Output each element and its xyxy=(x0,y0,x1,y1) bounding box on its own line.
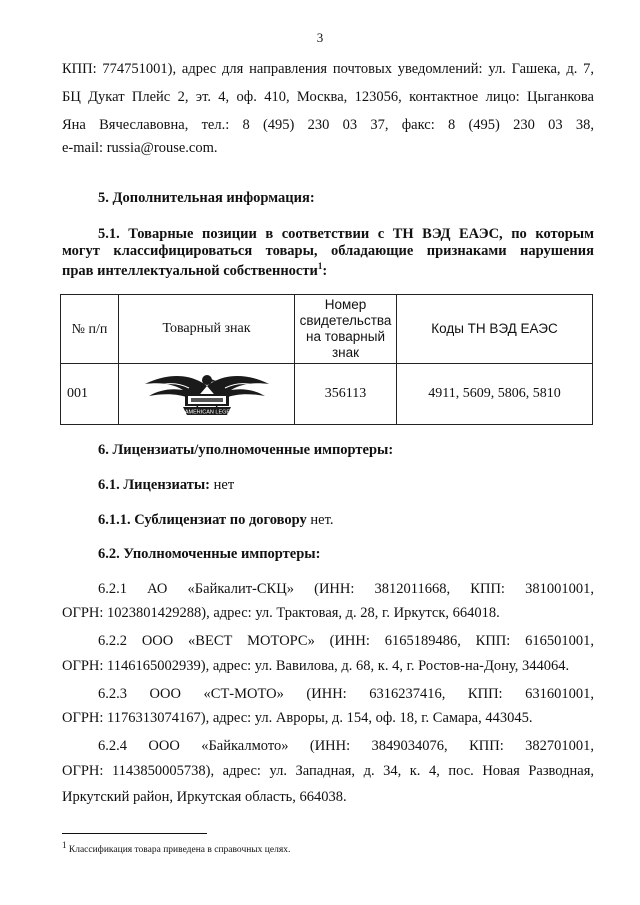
logo-text: AN AMERICAN LEGEND xyxy=(175,409,238,416)
footnote-divider xyxy=(62,833,207,834)
importer-3-line-2: ОГРН: 1176313074167), адрес: ул. Авроры, д. 154, оф. 18, г. Самара, 443045. xyxy=(62,710,533,726)
section-5-heading: 5. Дополнительная информация: xyxy=(98,190,315,206)
footnote: $^1$ Классификация товара приведена в справочных целях. xyxy=(62,840,291,856)
harley-eagle-logo-icon xyxy=(137,370,277,418)
section-5-1-line-2: могут классифицироваться товары, обладающие признаками нарушения xyxy=(62,243,594,259)
intro-line-1: КПП: 774751001), адрес для направления почтовых уведомлений: ул. Гашека, д. 7, xyxy=(62,61,594,77)
section-6-heading: 6. Лицензиаты/уполномоченные импортеры: xyxy=(98,442,394,458)
section-6-1-1: 6.1.1. Сублицензиат по договору нет. xyxy=(98,512,334,528)
intro-line-2: БЦ Дукат Плейс 2, эт. 4, оф. 410, Москва, 123056, контактное лицо: Цыганкова xyxy=(62,89,594,105)
importer-4-line-3: Иркутский район, Иркутская область, 664038. xyxy=(62,789,347,805)
row-trademark xyxy=(119,364,295,425)
importer-1-line-2: ОГРН: 1023801429288), адрес: ул. Трактовая, д. 28, г. Иркутск, 664018. xyxy=(62,605,500,621)
section-5-1-line-1: 5.1. Товарные позиции в соответствии с ТН ВЭД ЕАЭС, по которым xyxy=(98,226,594,242)
importer-2-line-2: ОГРН: 1146165002939), адрес: ул. Вавилова, д. 68, к. 4, г. Ростов-на-Дону, 344064. xyxy=(62,658,570,674)
section-5-1-line-3: прав интеллектуальной собственности$^1$: xyxy=(62,261,328,279)
section-6-2-heading: 6.2. Уполномоченные импортеры: xyxy=(98,546,321,562)
email-link[interactable]: e-mail: russia@rouse.com. xyxy=(62,140,218,156)
section-6-1: 6.1. Лицензиаты: нет xyxy=(98,477,235,493)
header-cert: Номер свидетельства на товарный знак xyxy=(295,295,397,364)
intro-line-3: Яна Вячеславовна, тел.: 8 (495) 230 03 37, факс: 8 (495) 230 03 38, xyxy=(62,117,594,133)
table-header-row xyxy=(61,295,593,364)
footnote-ref: 1 xyxy=(317,261,323,271)
header-num: № п/п xyxy=(61,295,119,364)
intro-line-4 xyxy=(62,140,594,157)
table-row xyxy=(61,364,593,425)
row-cert: 356113 xyxy=(295,364,397,425)
header-trademark: Товарный знак xyxy=(119,295,295,364)
row-codes: 4911, 5609, 5806, 5810 xyxy=(397,364,593,425)
importer-1-line-1: 6.2.1 АО «Байкалит-СКЦ» (ИНН: 3812011668, КПП: 381001001, xyxy=(98,581,594,597)
row-num: 001 xyxy=(61,364,119,425)
importer-4-line-2: ОГРН: 1143850005738), адрес: ул. Западная, д. 34, к. 4, пос. Новая Разводная, xyxy=(62,763,594,779)
page-number: 3 xyxy=(316,30,324,45)
header-codes: Коды ТН ВЭД ЕАЭС xyxy=(397,295,593,364)
importer-4-line-1: 6.2.4 ООО «Байкалмото» (ИНН: 3849034076, КПП: 382701001, xyxy=(98,738,594,754)
importer-2-line-1: 6.2.2 ООО «ВЕСТ МОТОРС» (ИНН: 6165189486, КПП: 616501001, xyxy=(98,633,594,649)
importer-3-line-1: 6.2.3 ООО «СТ-МОТО» (ИНН: 6316237416, КПП: 631601001, xyxy=(98,686,594,702)
trademark-table xyxy=(60,294,593,425)
